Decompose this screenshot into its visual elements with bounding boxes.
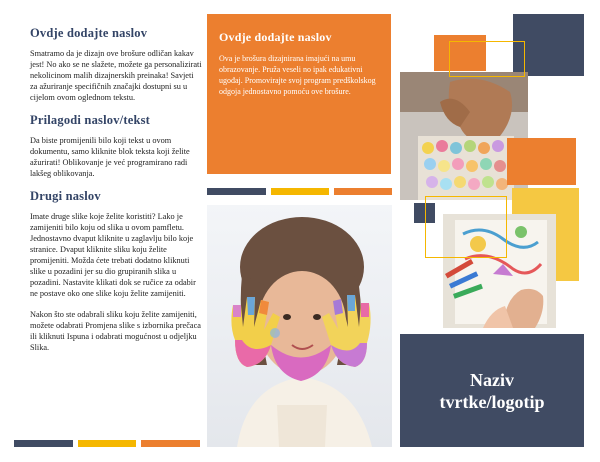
stripe-navy-middle: [207, 188, 266, 195]
decor-orange-square-middle: [507, 138, 576, 185]
stripe-orange-middle: [334, 188, 392, 195]
section-paragraph-3b: Nakon što ste odabrali sliku koju želite zamijeniti, možete odabrati Promjena slike s izbornika prečaca ili kliknuti Ispuna i odabrati mogućnost u odjeljku Slika.: [30, 310, 201, 352]
section-heading-3: Drugi naslov: [30, 189, 101, 203]
decor-gold-outline-top: [449, 41, 525, 77]
intro-heading: Ovdje dodajte naslov: [219, 30, 332, 44]
stripe-navy-left: [14, 440, 73, 447]
section-heading-2: Prilagodi naslov/tekst: [30, 113, 151, 127]
child-painted-hands-photo: [207, 205, 392, 447]
company-name-line1: Naziv: [470, 369, 514, 390]
section-paragraph-3a: Imate druge slike koje želite koristiti? Lako je zamijeniti bilo koju od slika u ovom pamfletu. Jednostavno dvaput kliknite u zaglavlju bilo koje stranice. Dvaput kliknite sliku koju želite promijeniti. Možda ćete trebati dodatno kliknuti slike u pozadini jer su dio grupiranih slika u pozadini. Nastavite klikati dok se ručice za odabir ne postave oko one slike koju želite zamijeniti.: [30, 212, 196, 298]
company-name-line2: tvrtke/logotip: [439, 391, 545, 412]
stripe-orange-left: [141, 440, 200, 447]
left-column: [30, 26, 202, 363]
intro-panel: [207, 14, 391, 174]
stripe-gold-left: [78, 440, 136, 447]
section-heading-1: Ovdje dodajte naslov: [30, 26, 148, 40]
section-paragraph-2: Da biste promijenili bilo koji tekst u ovom dokumentu, samo kliknite blok teksta koji želite ažurirati! Oblikovanje je već programirano radi lakšeg oblikovanja.: [30, 136, 190, 178]
intro-text: Ova je brošura dizajnirana imajući na umu obrazovanje. Pruža veseli no ipak edukativni ugođaj. Promovirajte svoj program predškolskog odgoja jednostavno pomoću ove brošure.: [219, 54, 376, 96]
section-paragraph-1: Smatramo da je dizajn ove brošure odličan kakav jest! No ako se ne slažete, možete ga personalizirati nekolicinom malih dizajnerskih preinaka! Savjeti za ažuriranje specifičnih značajki dostupni su u cijelom ovom oglednom tekstu.: [30, 49, 202, 102]
stripe-gold-middle: [271, 188, 329, 195]
decor-gold-outline-bottom: [425, 196, 507, 258]
company-logo-panel: [400, 334, 584, 447]
